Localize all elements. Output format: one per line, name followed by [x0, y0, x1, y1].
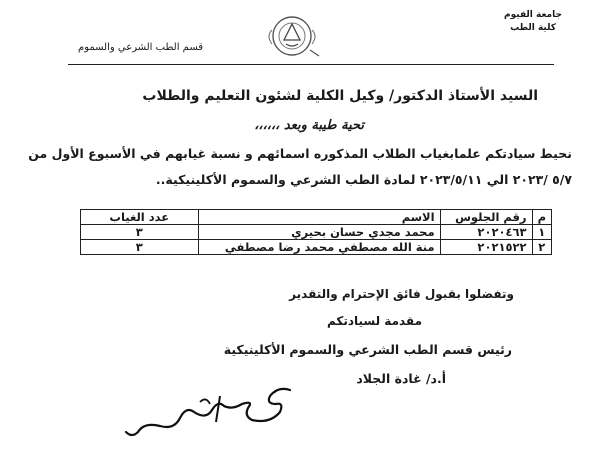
faculty-name: كلية الطب [510, 23, 556, 33]
row-absence-count: ٣ [81, 225, 199, 240]
header-absence-count: عدد الغياب [81, 210, 199, 225]
row-absence-count: ٣ [81, 240, 199, 255]
signer-name: أ.د/ غادة الجلاد [356, 371, 446, 386]
body-text-line-2: ٥/٧ /٢٠٢٣ الي ٢٠٢٣/٥/١١ لمادة الطب الشرعي والسموم الأكلينيكية.. [155, 172, 572, 187]
row-student-name: منة الله مصطفي محمد رضا مصطفي [198, 240, 440, 255]
closing-regards: وتفضلوا بقبول فائق الإحترام والتقدير [289, 287, 514, 301]
addressee-line: السيد الأستاذ الدكتور/ وكيل الكلية لشئون التعليم والطلاب [142, 88, 538, 104]
body-text-line-1: نحيط سيادتكم علمابغياب الطلاب المذكوره اسمائهم و نسبة غيابهم في الأسبوع الأول من [28, 146, 572, 161]
table-header-row [81, 210, 552, 225]
header-seat-number: رقم الجلوس [440, 210, 532, 225]
university-name: جامعة الفيوم [504, 10, 562, 20]
handwritten-signature [120, 382, 300, 442]
row-seat-number: ٢٠٢٠٤٦٣ [440, 225, 532, 240]
header-name: الاسم [198, 210, 440, 225]
row-seat-number: ٢٠٢١٥٢٢ [440, 240, 532, 255]
department-head-title: رئيس قسم الطب الشرعي والسموم الأكلينيكية [223, 342, 512, 357]
table-row [81, 225, 552, 240]
row-student-name: محمد مجدي حسان بحيري [198, 225, 440, 240]
presented-by: مقدمة لسيادتكم [326, 314, 422, 328]
header-serial: م [532, 210, 551, 225]
department-header: قسم الطب الشرعي والسموم [78, 42, 204, 53]
row-serial: ١ [532, 225, 551, 240]
table-row [81, 240, 552, 255]
absence-table [80, 209, 552, 255]
row-serial: ٢ [532, 240, 551, 255]
header-divider [68, 64, 554, 65]
university-logo-icon [262, 10, 322, 62]
greeting-line: تحية طيبة وبعد ،،،،،، [254, 118, 364, 133]
